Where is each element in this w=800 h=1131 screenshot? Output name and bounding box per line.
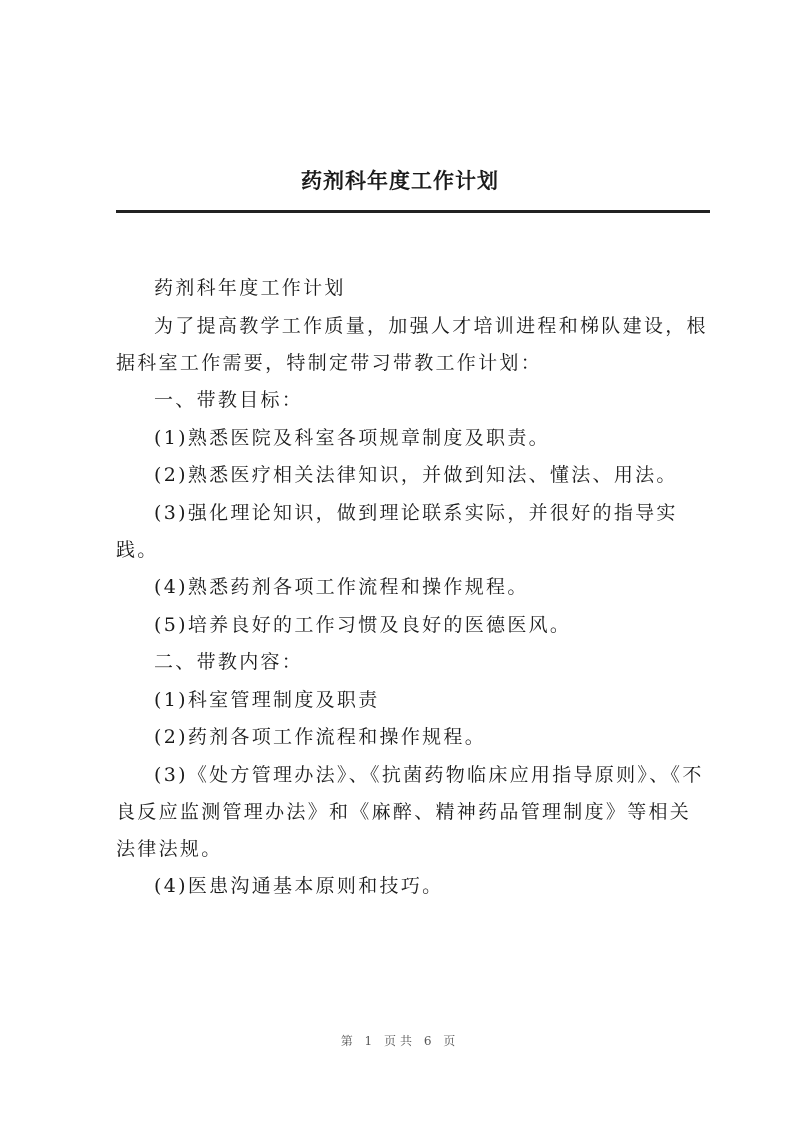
- section-heading-goals: 一、带教目标：: [154, 389, 304, 411]
- title-underline-rule: [116, 210, 710, 213]
- content-item-3: (3)《处方管理办法》、《抗菌药物临床应用指导原则》、《不良反应监测管理办法》和《麻醉、精神药品管理制度》等相关法律法规。: [116, 763, 704, 860]
- document-body: [116, 270, 710, 906]
- goal-item-5: (5)培养良好的工作习惯及良好的医德医风。: [154, 613, 572, 636]
- section-heading-content: 二、带教内容：: [154, 651, 304, 673]
- content-item-1: (1)科室管理制度及职责: [154, 688, 380, 711]
- goal-item-3: (3)强化理论知识，做到理论联系实际，并很好的指导实践。: [116, 501, 678, 561]
- paragraph-heading: 药剂科年度工作计划: [154, 277, 346, 299]
- paragraph-intro: 为了提高教学工作质量，加强人才培训进程和梯队建设，根据科室工作需要，特制定带习带教工作计划：: [116, 314, 708, 374]
- goal-item-2: (2)熟悉医疗相关法律知识，并做到知法、懂法、用法。: [154, 464, 678, 486]
- content-item-4: (4)医患沟通基本原则和技巧。: [154, 875, 444, 897]
- document-title: 药剂科年度工作计划: [301, 168, 499, 193]
- content-item-2: (2)药剂各项工作流程和操作规程。: [154, 726, 487, 748]
- goal-item-4: (4)熟悉药剂各项工作流程和操作规程。: [154, 576, 529, 598]
- goal-item-1: (1)熟悉医院及科室各项规章制度及职责。: [154, 426, 550, 449]
- page-footer: 第 1 页共 6 页: [340, 1034, 460, 1048]
